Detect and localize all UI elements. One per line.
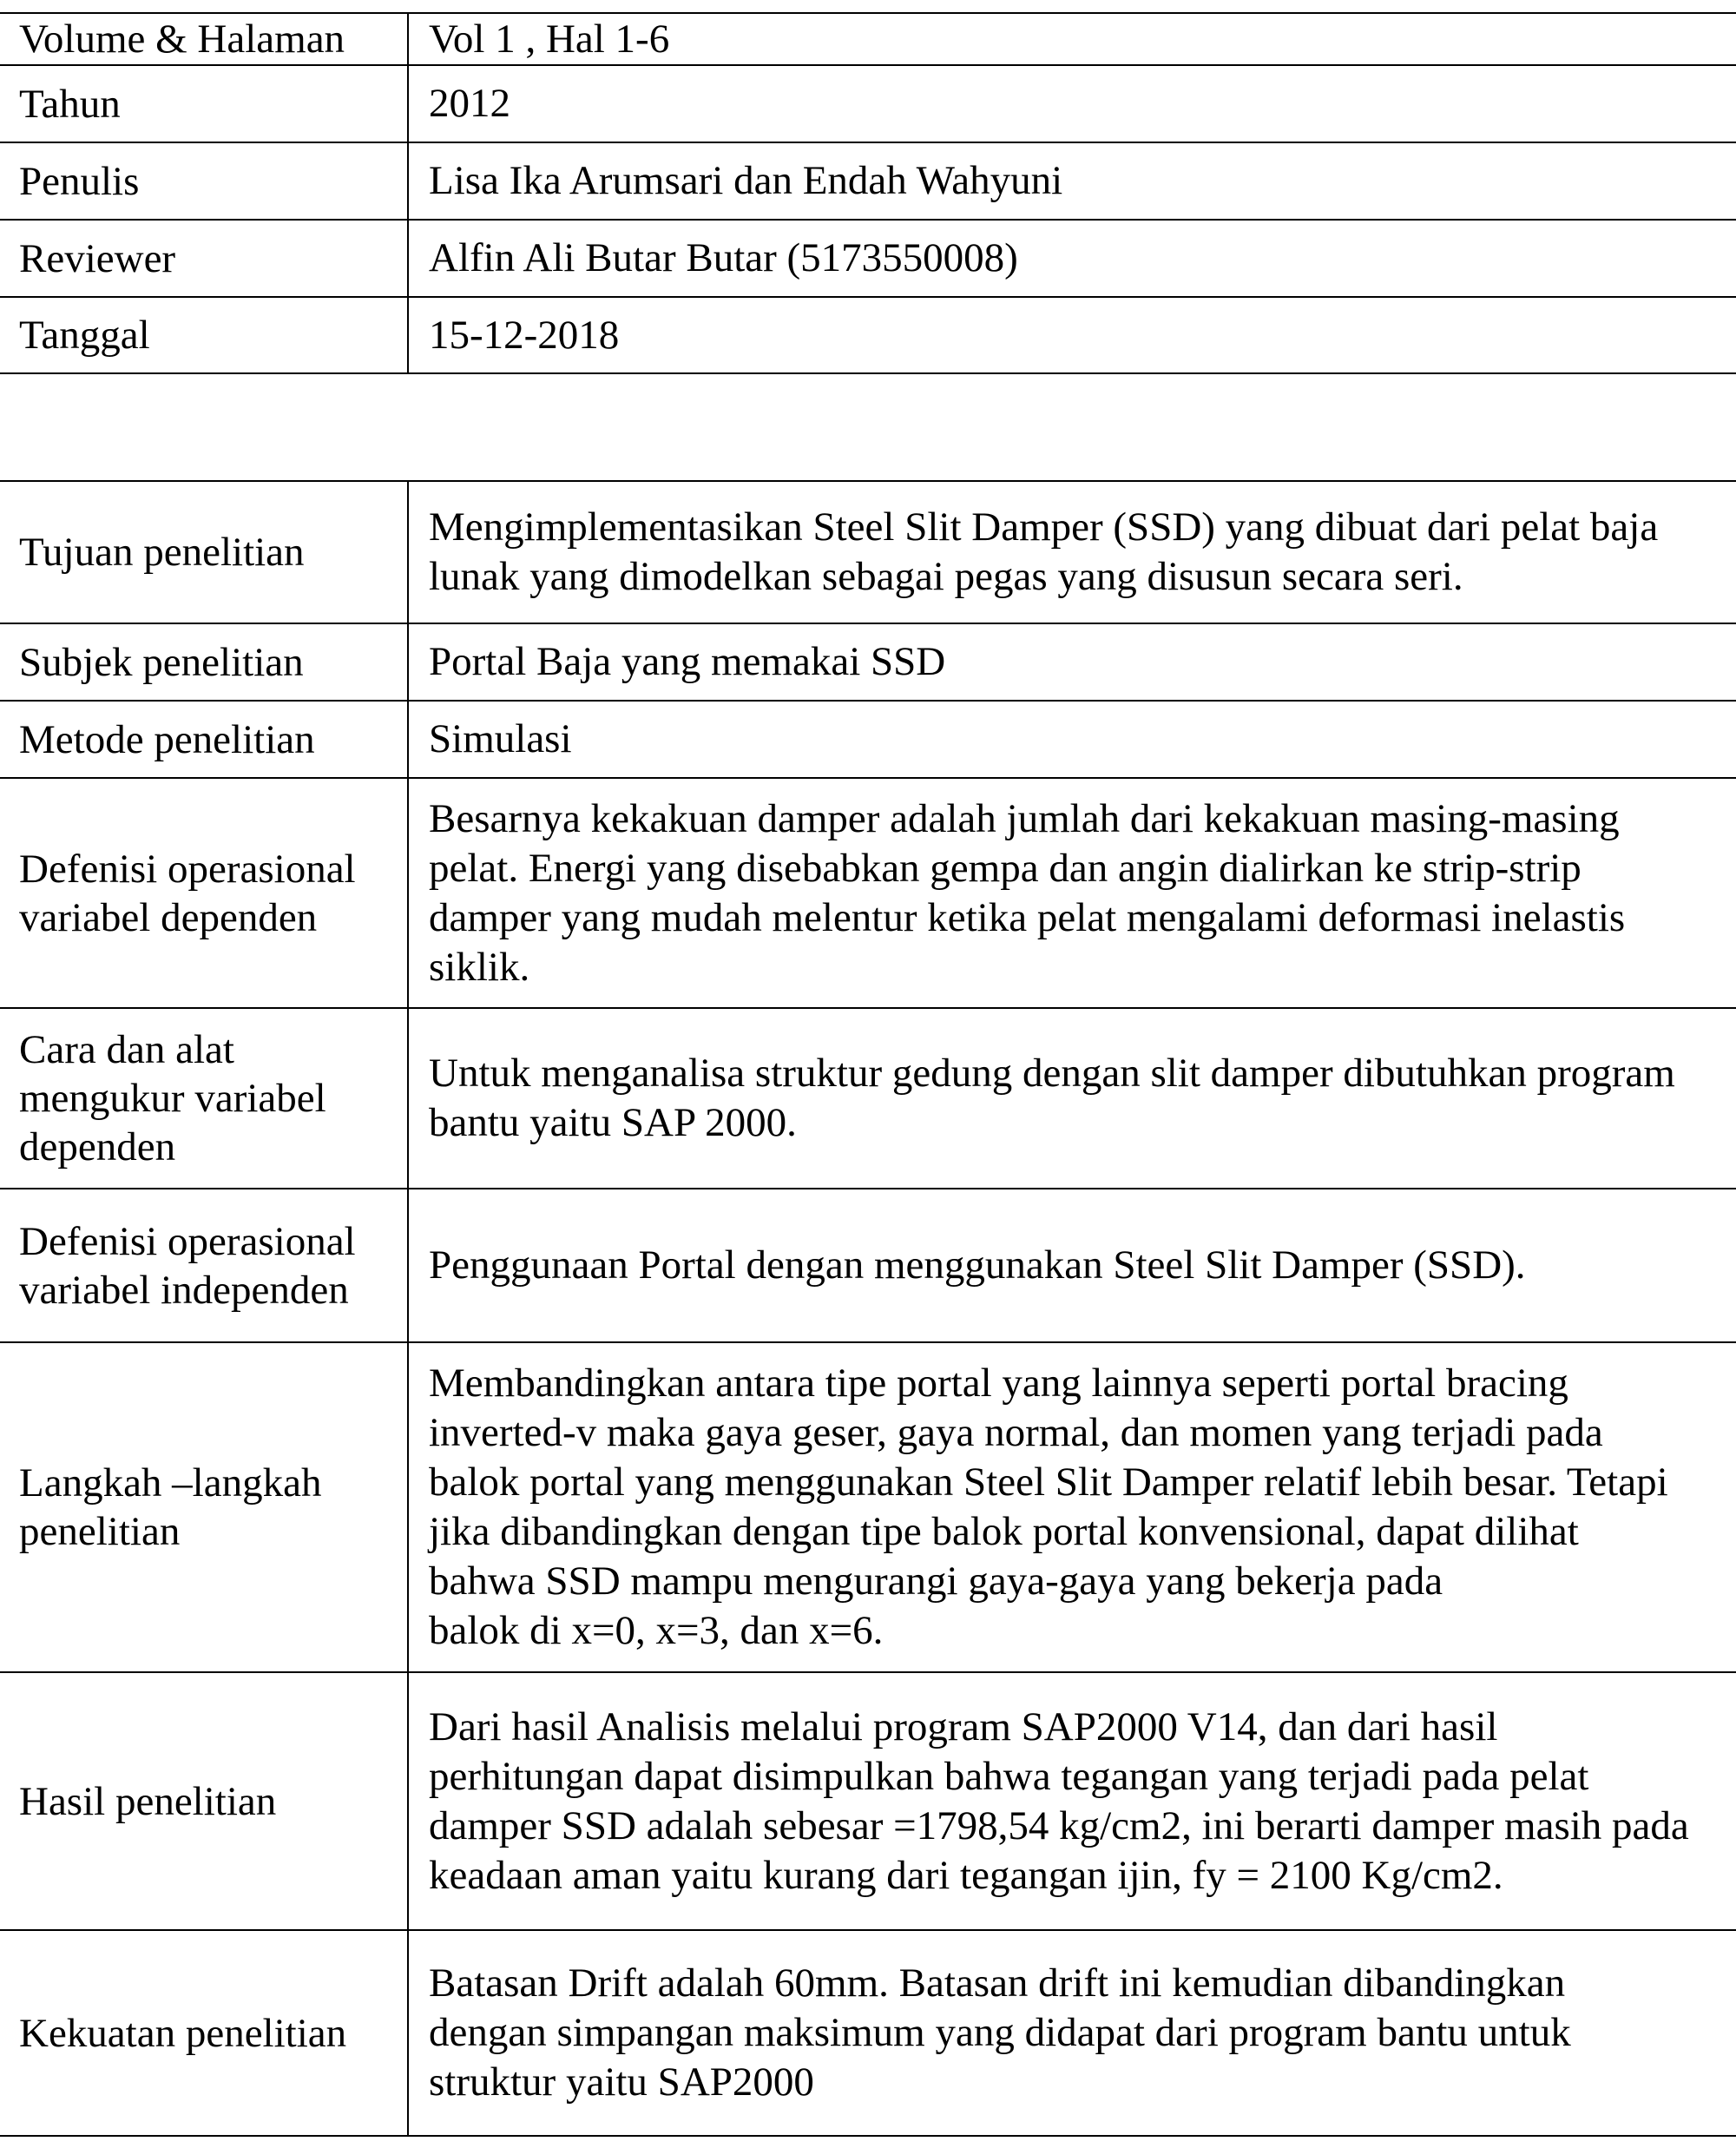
label-text: Defenisi operasional variabel independen bbox=[19, 1218, 356, 1313]
label-text: Metode penelitian bbox=[19, 716, 315, 762]
label-text: Reviewer bbox=[19, 235, 176, 281]
journal-info-table bbox=[0, 12, 1736, 374]
research-review-table bbox=[0, 480, 1736, 2137]
table-row bbox=[0, 1931, 1736, 2137]
row-label bbox=[0, 482, 409, 623]
row-label bbox=[0, 779, 409, 1007]
table-row bbox=[0, 298, 1736, 374]
table-row bbox=[0, 482, 1736, 624]
value-text: Simulasi bbox=[429, 716, 572, 761]
row-value bbox=[409, 1009, 1736, 1188]
label-text: Hasil penelitian bbox=[19, 1778, 277, 1824]
table-row bbox=[0, 143, 1736, 221]
table-row bbox=[0, 1009, 1736, 1189]
value-text: 15-12-2018 bbox=[429, 312, 620, 358]
label-text: Kekuatan penelitian bbox=[19, 2010, 347, 2056]
row-label bbox=[0, 298, 409, 372]
row-label bbox=[0, 624, 409, 700]
row-value bbox=[409, 221, 1736, 296]
value-text: Untuk menganalisa struktur gedung dengan slit damper dibutuhkan program bantu yaitu SAP 2000. bbox=[429, 1051, 1675, 1145]
row-value bbox=[409, 624, 1736, 700]
value-text: Lisa Ika Arumsari dan Endah Wahyuni bbox=[429, 158, 1063, 203]
label-text: Penulis bbox=[19, 158, 140, 204]
row-value bbox=[409, 482, 1736, 623]
value-text: Batasan Drift adalah 60mm. Batasan drift ini kemudian dibandingkan dengan simpangan maksimum yang didapat dari program bantu untuk struktur yaitu SAP2000 bbox=[429, 1960, 1571, 2105]
row-value bbox=[409, 1189, 1736, 1341]
row-label bbox=[0, 221, 409, 296]
table-row bbox=[0, 624, 1736, 702]
label-text: Langkah –langkah penelitian bbox=[19, 1460, 322, 1554]
row-label bbox=[0, 1931, 409, 2135]
row-label bbox=[0, 1189, 409, 1341]
row-label bbox=[0, 66, 409, 142]
label-text: Subjek penelitian bbox=[19, 639, 304, 685]
value-text: Vol 1 , Hal 1-6 bbox=[429, 16, 670, 62]
table-row bbox=[0, 14, 1736, 66]
table-row bbox=[0, 702, 1736, 779]
table-row bbox=[0, 221, 1736, 298]
value-text: 2012 bbox=[429, 81, 510, 126]
row-label bbox=[0, 1009, 409, 1188]
value-text: Penggunaan Portal dengan menggunakan Steel Slit Damper (SSD). bbox=[429, 1242, 1526, 1288]
row-label bbox=[0, 1343, 409, 1671]
row-label bbox=[0, 14, 409, 64]
table-row bbox=[0, 1673, 1736, 1931]
label-text: Cara dan alat mengukur variabel dependen bbox=[19, 1027, 326, 1170]
row-value bbox=[409, 779, 1736, 1007]
row-label bbox=[0, 1673, 409, 1929]
value-text: Mengimplementasikan Steel Slit Damper (SSD) yang dibuat dari pelat baja lunak yang dimodelkan sebagai pegas yang disusun secara seri. bbox=[429, 504, 1659, 599]
table-row bbox=[0, 1343, 1736, 1673]
row-value bbox=[409, 298, 1736, 372]
label-text: Defenisi operasional variabel dependen bbox=[19, 846, 356, 940]
value-text: Dari hasil Analisis melalui program SAP2000 V14, dan dari hasil perhitungan dapat disimpulkan bahwa tegangan yang terjadi pada pelat damper SSD adalah sebesar =1798,54 kg/cm2, ini berarti damper masih pada keadaan aman yaitu kurang dari tegangan ijin, fy = 2100 Kg/cm2. bbox=[429, 1703, 1689, 1898]
label-text: Tahun bbox=[19, 81, 121, 127]
row-value bbox=[409, 1931, 1736, 2135]
row-label bbox=[0, 702, 409, 777]
label-text: Tanggal bbox=[19, 313, 150, 358]
label-text: Volume & Halaman bbox=[19, 16, 345, 62]
table-row bbox=[0, 66, 1736, 143]
table-row bbox=[0, 779, 1736, 1009]
row-value bbox=[409, 1673, 1736, 1929]
row-value bbox=[409, 1343, 1736, 1671]
row-value bbox=[409, 702, 1736, 777]
table-row bbox=[0, 1189, 1736, 1343]
value-text: Alfin Ali Butar Butar (5173550008) bbox=[429, 235, 1018, 280]
value-text: Portal Baja yang memakai SSD bbox=[429, 639, 946, 684]
row-value bbox=[409, 14, 1736, 64]
value-text: Besarnya kekakuan damper adalah jumlah dari kekakuan masing-masing pelat. Energi yang disebabkan gempa dan angin dialirkan ke strip-strip damper yang mudah melentur ketika pelat mengalami deformasi inelastis siklik. bbox=[429, 795, 1626, 990]
row-value bbox=[409, 143, 1736, 219]
row-label bbox=[0, 143, 409, 219]
label-text: Tujuan penelitian bbox=[19, 530, 305, 575]
value-text: Membandingkan antara tipe portal yang lainnya seperti portal bracing inverted-v maka gaya geser, gaya normal, dan momen yang terjadi pada balok portal yang menggunakan Steel Slit Damper relatif lebih besar. Tetapi jika dibandingkan dengan tipe balok portal konvensional, dapat dilihat bahwa SSD mampu mengurangi gaya-gaya yang bekerja pada balok di x=0, x=3, dan x=6. bbox=[429, 1361, 1668, 1653]
row-value bbox=[409, 66, 1736, 142]
